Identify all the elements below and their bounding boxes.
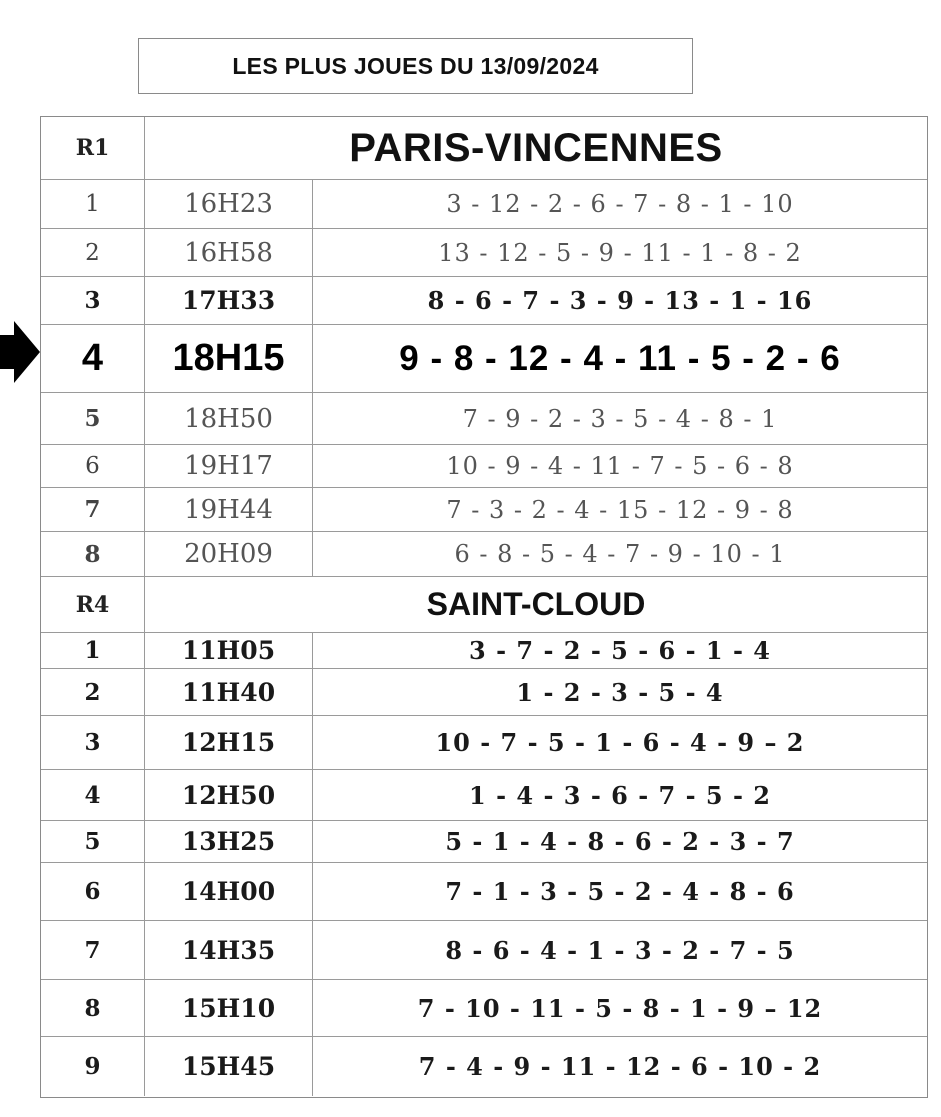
race-row bbox=[41, 921, 927, 980]
meeting-header-r4 bbox=[41, 577, 927, 633]
arrow-right-icon bbox=[0, 321, 40, 383]
race-selection: 1 - 4 - 3 - 6 - 7 - 5 - 2 bbox=[469, 780, 771, 810]
race-row bbox=[41, 770, 927, 821]
race-number: 3 bbox=[41, 716, 145, 769]
race-number: 5 bbox=[41, 393, 145, 444]
race-selection: 7 - 3 - 2 - 4 - 15 - 12 - 9 - 8 bbox=[446, 495, 794, 524]
race-row bbox=[41, 669, 927, 716]
race-selection: 10 - 7 - 5 - 1 - 6 - 4 - 9 – 2 bbox=[435, 728, 805, 757]
race-time: 14H00 bbox=[145, 863, 313, 920]
meeting-code: R1 bbox=[41, 117, 145, 179]
race-row bbox=[41, 532, 927, 577]
venue-name: PARIS-VINCENNES bbox=[349, 125, 723, 170]
race-row bbox=[41, 980, 927, 1037]
meeting-code: R4 bbox=[41, 577, 145, 632]
race-time: 18H50 bbox=[145, 393, 313, 444]
race-selection: 8 - 6 - 7 - 3 - 9 - 13 - 1 - 16 bbox=[427, 286, 813, 315]
race-number: 7 bbox=[41, 488, 145, 531]
race-time: 19H17 bbox=[145, 445, 313, 487]
race-selection: 9 - 8 - 12 - 4 - 11 - 5 - 2 - 6 bbox=[399, 338, 841, 378]
race-time: 14H35 bbox=[145, 921, 313, 979]
race-row bbox=[41, 277, 927, 325]
race-number: 1 bbox=[41, 180, 145, 228]
race-selection: 7 - 1 - 3 - 5 - 2 - 4 - 8 - 6 bbox=[445, 877, 795, 906]
race-number: 4 bbox=[41, 325, 145, 392]
races-table bbox=[40, 116, 928, 1098]
race-row bbox=[41, 716, 927, 770]
race-row bbox=[41, 393, 927, 445]
race-selection: 6 - 8 - 5 - 4 - 7 - 9 - 10 - 1 bbox=[454, 540, 786, 568]
race-number: 2 bbox=[41, 229, 145, 276]
venue-name: SAINT-CLOUD bbox=[426, 586, 646, 622]
race-row bbox=[41, 229, 927, 277]
race-time: 18H15 bbox=[145, 325, 313, 392]
race-row bbox=[41, 863, 927, 921]
race-selection: 5 - 1 - 4 - 8 - 6 - 2 - 3 - 7 bbox=[445, 827, 795, 856]
race-selection: 10 - 9 - 4 - 11 - 7 - 5 - 6 - 8 bbox=[446, 452, 794, 480]
race-number: 3 bbox=[41, 277, 145, 324]
race-time: 12H15 bbox=[145, 716, 313, 769]
race-row bbox=[41, 1037, 927, 1096]
race-time: 13H25 bbox=[145, 821, 313, 862]
race-selection: 7 - 4 - 9 - 11 - 12 - 6 - 10 - 2 bbox=[418, 1052, 822, 1081]
race-number: 7 bbox=[41, 921, 145, 979]
race-selection: 1 - 2 - 3 - 5 - 4 bbox=[516, 677, 724, 707]
race-number: 2 bbox=[41, 669, 145, 715]
race-number: 5 bbox=[41, 821, 145, 862]
race-number: 8 bbox=[41, 532, 145, 576]
race-time: 19H44 bbox=[145, 488, 313, 531]
race-selection: 7 - 10 - 11 - 5 - 8 - 1 - 9 – 12 bbox=[417, 993, 823, 1023]
race-time: 15H45 bbox=[145, 1037, 313, 1096]
race-time: 16H58 bbox=[145, 229, 313, 276]
race-selection: 13 - 12 - 5 - 9 - 11 - 1 - 8 - 2 bbox=[438, 238, 802, 267]
meeting-header-r1 bbox=[41, 117, 927, 180]
race-selection: 3 - 12 - 2 - 6 - 7 - 8 - 1 - 10 bbox=[446, 190, 794, 218]
race-selection: 8 - 6 - 4 - 1 - 3 - 2 - 7 - 5 bbox=[445, 935, 795, 965]
race-number: 6 bbox=[41, 445, 145, 487]
race-time: 15H10 bbox=[145, 980, 313, 1036]
race-time: 16H23 bbox=[145, 180, 313, 228]
race-row-highlighted bbox=[41, 325, 927, 393]
race-row bbox=[41, 445, 927, 488]
race-number: 8 bbox=[41, 980, 145, 1036]
race-number: 6 bbox=[41, 863, 145, 920]
race-time: 12H50 bbox=[145, 770, 313, 820]
race-number: 9 bbox=[41, 1037, 145, 1096]
race-row bbox=[41, 633, 927, 669]
race-selection: 3 - 7 - 2 - 5 - 6 - 1 - 4 bbox=[469, 636, 771, 665]
race-row bbox=[41, 821, 927, 863]
race-time: 17H33 bbox=[145, 277, 313, 324]
race-number: 1 bbox=[41, 633, 145, 668]
race-time: 20H09 bbox=[145, 532, 313, 576]
race-selection: 7 - 9 - 2 - 3 - 5 - 4 - 8 - 1 bbox=[462, 404, 778, 433]
page-title-box bbox=[138, 38, 693, 94]
race-row bbox=[41, 488, 927, 532]
race-time: 11H40 bbox=[145, 669, 313, 715]
page-title: LES PLUS JOUES DU 13/09/2024 bbox=[232, 52, 599, 79]
race-time: 11H05 bbox=[145, 633, 313, 668]
race-number: 4 bbox=[41, 770, 145, 820]
race-row bbox=[41, 180, 927, 229]
